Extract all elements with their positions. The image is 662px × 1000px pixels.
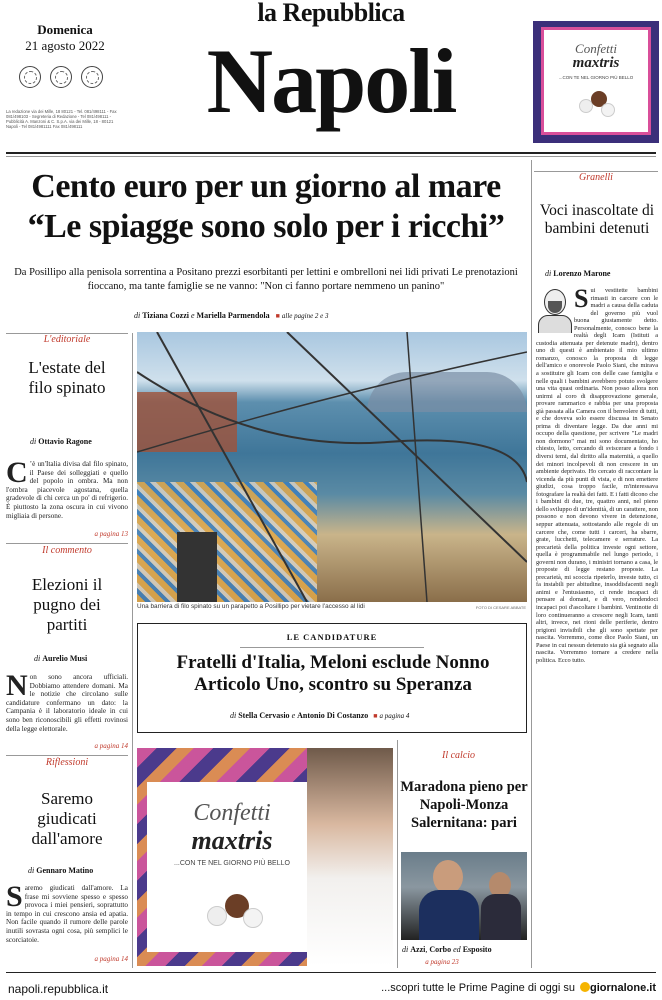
- ad-top[interactable]: [533, 21, 659, 143]
- date-text: 21 agosto 2022: [25, 38, 105, 53]
- sun-icon: [19, 66, 41, 88]
- granelli-body: Sui vestitette bambini rimasti in carcere con le madri a causa della caduta del governo più vuol buona giustamente detto. Personalmente, conosco bene la realtà degli Icam (Istituti a custodia attenuata per detenute madri), dentro uno di questi è ambientato il mio ultimo romanzo, conosco la proposta di legge dell'amico e onorevole Paolo Siani, che mirava a sostituire gli Icam con delle case famiglia e nelle quali i bambini avrebbero potuto svolgere una vita quasi ordinaria. Non posso allora non unirmi al coro di disapprovazione generale, provare rammarico e rabbia per una proposta già passata alla Camera con il benvolere di tutti, e che doveva solo essere discussa in Senato prima di diventare legge. Da due anni mi occupo della questione, per scrivere "Le madri non dormono" mai mi sono documentato, ho chiesto, letto, cercando di sviscerare a fondo i diversi temi, dal diritto alla maternità, a quello dei minori incolpevoli di non crescere in un ambiente deprivato. Ho cercato di raccontare la vicenda da più punti di vista, e di non emettere giudizi, cosa troppo facile, m'interessava fotografare la realtà dei fatti. E i fatti dicono che i bambini di due, tre, quattro anni, nel pieno dello sviluppo di un'identità, di un carattere, non possono e non devono vivere in detenzione, seppur attenuata, sottostando alle regole di un carcere che, come tutti i carceri, ha sbarre, grate, lucchetti, telecamere e serrature. La precarietà della politica investe ogni settore, quella è programmabile nel lungo periodo, i governi non durano, i ministri tornano a casa, le proposte di legge restano proposte. La precarietà, mi scoccia ripeterlo, investe tutto, ci fa instabili per abitudine, insoddisfacenti negli animi e l'entusiasmo, ci rende incapaci di pensare al domani, e di vero, rendendoci incapaci poi d'ascoltare i bambini. Ventinotte di loro continueranno a crescere negli Icam, tanti altri, invece, nei rioni delle periferie, dentro prigioni invisibili che gli sono spettate per nascita. Vorremmo, come dice Paolo Siani, un Paese in cui nessun detenuto sia già segnato alla nascita. Vorremmo tornare a credere nella politica. Ecco tutto.: [536, 284, 658, 664]
- candidature-pageref: a pagina 4: [379, 712, 410, 720]
- editoriale-author: Ottavio Ragone: [38, 437, 92, 446]
- editoriale-tag: L'editoriale: [43, 334, 91, 345]
- lead-headline-2[interactable]: “Le spiagge sono solo per i ricchi”: [27, 208, 505, 245]
- editoriale-byline: di Ottavio Ragone: [30, 437, 92, 446]
- editoriale-body: C ’è un'Italia divisa dal filo spinato, il Paese dei solleggiati e quello del popolo in ombra. Ma non l'ombra piacevole agostana, quella gradevole di chi cerca un po' di refrigerio. È piuttosto la zona oscura in cui vivono migliaia di persone.: [6, 456, 128, 520]
- ad-bottom-brand-2: maxtris: [191, 826, 273, 855]
- commento-pageref: a pagina 14: [94, 742, 128, 750]
- footer-website[interactable]: napoli.repubblica.it: [8, 982, 109, 996]
- riflessioni-title[interactable]: Saremo giudicati dall'amore: [31, 789, 103, 848]
- lead-caption: Una barriera di filo spinato su un parapetto a Posillipo per vietare l'accesso al lidi: [137, 603, 365, 610]
- ad-bottom-brand-1: Confetti: [193, 800, 271, 826]
- calcio-pageref: a pagina 23: [425, 958, 459, 966]
- commento-byline: di Aurelio Musi: [34, 654, 88, 663]
- lead-subhead: Da Posillipo alla penisola sorrentina a Positano prezzi esorbitanti per lettini e ombrelloni nei lidi privati Le prenotazioni fioccano, ma tante famiglie se ne vanno: "Non ci fanno portare nemmeno un panino": [14, 267, 518, 292]
- commento-body: Non sono ancora ufficiali. Dobbiamo attendere domani. Ma le notizie che circolano sulle candidature confermano un dato: la Campania è il laboratorio ideale in cui sono ben riconoscibili gli effetti rovinosi della legge elettorale.: [6, 669, 128, 733]
- editoriale-pageref: a pagina 13: [94, 530, 128, 538]
- lead-pageref: alle pagine 2 e 3: [281, 312, 329, 320]
- cloud-sun-icon: [81, 66, 103, 88]
- commento-tag: Il commento: [42, 545, 92, 556]
- candidature-title[interactable]: Fratelli d'Italia, Meloni esclude Nonno Articolo Uno, scontro su Speranza: [176, 652, 490, 695]
- editoriale-title[interactable]: L'estate del filo spinato: [28, 358, 106, 397]
- lead-headline-1[interactable]: Cento euro per un giorno al mare: [31, 168, 501, 205]
- calcio-tag: Il calcio: [442, 750, 476, 761]
- granelli-author: Lorenzo Marone: [553, 269, 611, 278]
- riflessioni-byline: di Gennaro Matino: [28, 866, 94, 875]
- barbed-wire-graphic: [137, 332, 527, 602]
- ad-top-product-image: [579, 87, 615, 123]
- granelli-title[interactable]: Voci inascoltate di bambini detenuti: [539, 202, 655, 237]
- granelli-byline: di Lorenzo Marone: [545, 269, 611, 278]
- riflessioni-tag: Riflessioni: [45, 757, 89, 768]
- edition-title: Napoli: [206, 30, 456, 132]
- calcio-title[interactable]: Maradona pieno per Napoli-Monza Salernitana: pari: [400, 779, 528, 831]
- weather-row: [6, 66, 124, 93]
- giornalone-icon: [580, 982, 590, 992]
- candidature-tag: LE CANDIDATURE: [286, 632, 378, 642]
- lead-photo[interactable]: [137, 332, 527, 602]
- ad-bottom[interactable]: [137, 748, 393, 966]
- commento-author: Aurelio Musi: [42, 654, 88, 663]
- riflessioni-body: Saremo giudicati dall'amore. La frase mi sovviene spesso e spesso provoca i miei pensieri, soprattutto in tempo in cui crescono ansia ed apatia. Non facile quando il rumore delle parole inutili sovrasta ogni cosa, più semplici le scorciatoie.: [6, 880, 128, 944]
- lead-author-2: Mariella Parmendola: [196, 311, 270, 320]
- candidature-byline: di Stella Cervasio e Antonio Di Costanzo ■ a pagina 4: [230, 711, 410, 720]
- riflessioni-pageref: a pagina 14: [94, 955, 128, 963]
- date-block: [6, 22, 124, 129]
- sun-icon: [50, 66, 72, 88]
- calcio-photo[interactable]: [401, 852, 527, 940]
- riflessioni-author: Gennaro Matino: [36, 866, 94, 875]
- calcio-byline: di Azzi, Corbo ed Esposito: [402, 945, 492, 954]
- candidature-author-2: Antonio Di Costanzo: [297, 711, 369, 720]
- footer-brand: giornalone.it: [590, 982, 656, 994]
- ad-top-brand-2: maxtris: [572, 55, 620, 71]
- ad-top-brand-1: Confetti: [575, 41, 617, 56]
- footer-promo[interactable]: ...scopri tutte le Prime Pagine di oggi su giornalone.it: [381, 982, 656, 994]
- ad-bottom-product-image: [207, 888, 267, 938]
- lead-byline: di Tiziana Cozzi e Mariella Parmendola ■ alle pagine 2 e 3: [134, 311, 329, 320]
- candidature-author-1: Stella Cervasio: [238, 711, 290, 720]
- imprint: La redazione via dei Mille, 18 80121 - Tel. 081/498111 - Fax 081/498103 - Segreteria di Redazione - Tel 081/498111 - Pubblicità A. Manzoni & C. S.p.A. via dei Mille, 18 - 80121 Napoli - Tel 081/4981111 Fax 081/498111: [6, 109, 117, 129]
- masthead[interactable]: la Repubblica: [257, 0, 405, 27]
- granelli-tag: Granelli: [579, 172, 613, 183]
- lead-author-1: Tiziana Cozzi: [142, 311, 189, 320]
- ad-bottom-tagline: ...CON TE NEL GIORNO PIÙ BELLO: [174, 860, 290, 867]
- ad-top-tagline: ...CON TE NEL GIORNO PIÙ BELLO: [558, 75, 634, 80]
- lead-photo-credit: FOTO DI CESARE ABBATE: [475, 605, 526, 610]
- commento-title[interactable]: Elezioni il pugno dei partiti: [31, 575, 103, 634]
- date-day: Domenica: [37, 22, 93, 37]
